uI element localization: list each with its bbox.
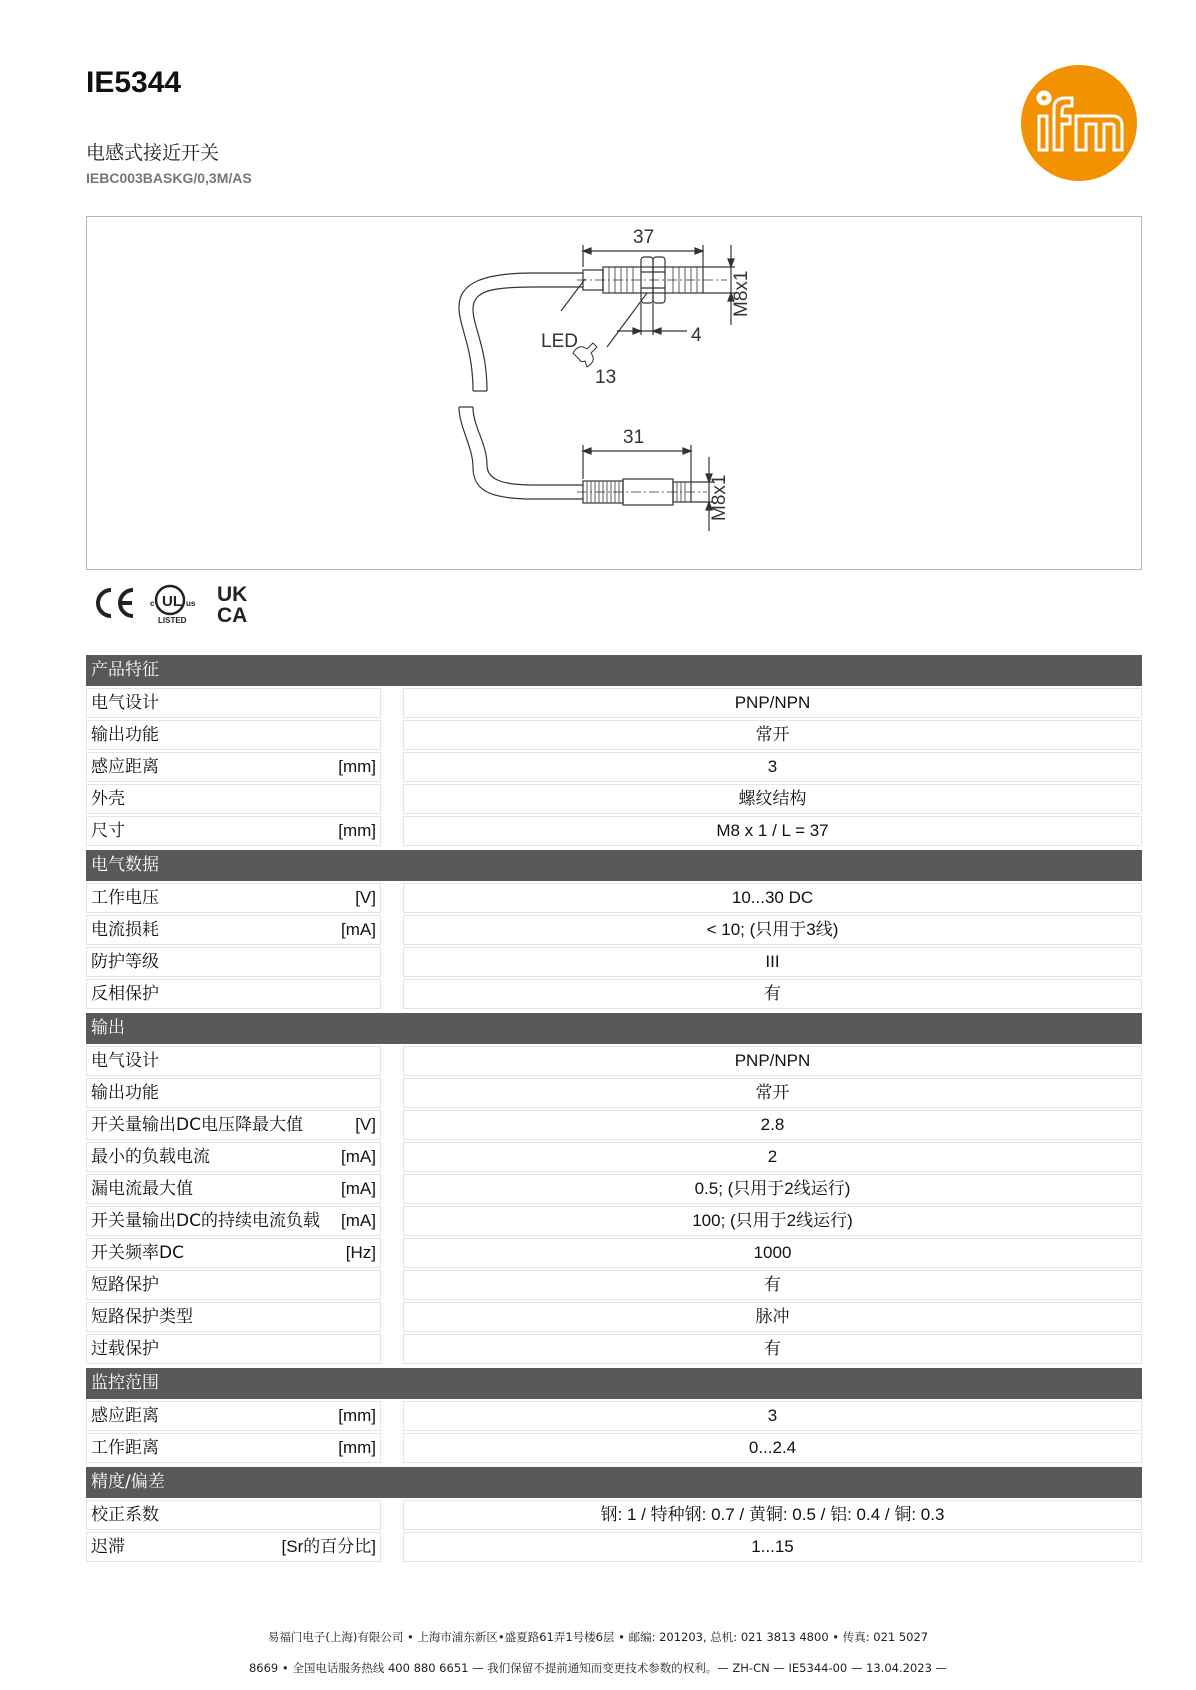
- spec-unit: [Sr的百分比]: [281, 1537, 376, 1556]
- section-header: 精度/偏差: [86, 1467, 1142, 1498]
- spec-value: 1...15: [403, 1532, 1142, 1562]
- spec-label: 输出功能: [91, 1083, 159, 1103]
- spec-label: 漏电流最大值: [91, 1179, 193, 1199]
- spec-label-cell: [86, 720, 381, 750]
- spec-unit: [370, 951, 376, 973]
- spec-row: [86, 1206, 1142, 1236]
- spec-label-cell: [86, 1078, 381, 1108]
- spec-value: PNP/NPN: [403, 688, 1142, 718]
- spec-row: [86, 752, 1142, 782]
- spec-value: 2.8: [403, 1110, 1142, 1140]
- spec-row: [86, 1302, 1142, 1332]
- spec-value: 常开: [403, 1078, 1142, 1108]
- spec-label: 开关量输出DC的持续电流负载: [91, 1211, 320, 1231]
- spec-label-cell: [86, 1174, 381, 1204]
- spec-unit: [V]: [355, 888, 376, 907]
- section-header: 监控范围: [86, 1368, 1142, 1399]
- spec-label: 电流损耗: [91, 920, 159, 940]
- bottom-thread-label: M8x1: [709, 474, 730, 521]
- spec-label-cell: [86, 1046, 381, 1076]
- spec-value: 2: [403, 1142, 1142, 1172]
- spec-label-cell: [86, 752, 381, 782]
- svg-text:UL: UL: [162, 593, 182, 610]
- ce-mark-icon: [98, 590, 133, 616]
- spec-unit: [Hz]: [345, 1243, 376, 1262]
- spec-label-cell: [86, 915, 381, 945]
- spec-value: 1000: [403, 1238, 1142, 1268]
- ukca-mark-icon: [217, 583, 247, 626]
- spec-label-cell: [86, 1532, 381, 1562]
- spec-unit: [mm]: [338, 757, 376, 776]
- section-header: 产品特征: [86, 655, 1142, 686]
- spec-unit: [mA]: [341, 920, 376, 939]
- spec-row: [86, 1334, 1142, 1364]
- spec-value: 3: [403, 752, 1142, 782]
- spec-value: III: [403, 947, 1142, 977]
- spec-label-cell: [86, 1302, 381, 1332]
- spec-label-cell: [86, 1206, 381, 1236]
- spec-unit: [370, 1274, 376, 1296]
- spec-unit: [370, 983, 376, 1005]
- spec-row: [86, 784, 1142, 814]
- svg-text:LISTED: LISTED: [158, 616, 187, 625]
- led-label: LED: [541, 331, 578, 352]
- spec-value: 100; (只用于2线运行): [403, 1206, 1142, 1236]
- spec-label: 校正系数: [91, 1505, 159, 1525]
- ifm-logo: [1020, 64, 1138, 182]
- spec-label-cell: [86, 1238, 381, 1268]
- top-thread-label: M8x1: [731, 270, 752, 317]
- top-length-label: 37: [633, 227, 655, 248]
- spec-unit: [370, 1082, 376, 1104]
- spec-label: 电气设计: [91, 693, 159, 713]
- spec-unit: [V]: [355, 1115, 376, 1134]
- spec-row: [86, 1401, 1142, 1431]
- spec-value: 0.5; (只用于2线运行): [403, 1174, 1142, 1204]
- spec-value: 常开: [403, 720, 1142, 750]
- spec-row: [86, 947, 1142, 977]
- spec-row: [86, 688, 1142, 718]
- spec-unit: [370, 724, 376, 746]
- spec-value: 螺纹结构: [403, 784, 1142, 814]
- spec-value: M8 x 1 / L = 37: [403, 816, 1142, 846]
- spec-unit: [mm]: [338, 1438, 376, 1457]
- svg-text:CA: CA: [217, 604, 248, 626]
- offset-label: 4: [691, 325, 702, 346]
- spec-value: 脉冲: [403, 1302, 1142, 1332]
- spec-label: 防护等级: [91, 952, 159, 972]
- spec-value: < 10; (只用于3线): [403, 915, 1142, 945]
- spec-label-cell: [86, 784, 381, 814]
- footer-legal: 8669 • 全国电话服务热线 400 880 6651 — 我们保留不提前通知而变更技术参数的权利。— ZH-CN — IE5344-00 — 13.04.2023 —: [248, 1661, 948, 1675]
- spec-label: 迟滞: [91, 1537, 125, 1557]
- spec-unit: [mm]: [338, 1406, 376, 1425]
- spec-unit: [mm]: [338, 821, 376, 840]
- spec-label-cell: [86, 688, 381, 718]
- dimension-drawing: [86, 216, 1142, 570]
- spec-label-cell: [86, 816, 381, 846]
- spec-label: 工作电压: [91, 888, 159, 908]
- spec-label: 感应距离: [91, 1406, 159, 1426]
- spec-label-cell: [86, 1270, 381, 1300]
- spec-label-cell: [86, 1500, 381, 1530]
- spec-row: [86, 1532, 1142, 1562]
- spec-label: 反相保护: [91, 984, 159, 1004]
- spec-unit: [370, 692, 376, 714]
- spec-row: [86, 915, 1142, 945]
- page-title: IE5344: [86, 66, 182, 99]
- spec-row: [86, 1046, 1142, 1076]
- section-header: 电气数据: [86, 850, 1142, 881]
- spec-value: PNP/NPN: [403, 1046, 1142, 1076]
- spec-row: [86, 720, 1142, 750]
- spec-label-cell: [86, 979, 381, 1009]
- spec-label: 尺寸: [91, 821, 125, 841]
- spec-label-cell: [86, 1142, 381, 1172]
- spec-unit: [mA]: [341, 1179, 376, 1198]
- spec-value: 有: [403, 1270, 1142, 1300]
- spec-unit: [370, 1306, 376, 1328]
- spec-label: 过载保护: [91, 1339, 159, 1359]
- spec-value: 钢: 1 / 特种钢: 0.7 / 黄铜: 0.5 / 铝: 0.4 / 铜: 0.3: [403, 1500, 1142, 1530]
- spec-row: [86, 1078, 1142, 1108]
- spec-value: 有: [403, 979, 1142, 1009]
- spec-row: [86, 1142, 1142, 1172]
- spec-label-cell: [86, 1110, 381, 1140]
- spec-value: 0...2.4: [403, 1433, 1142, 1463]
- spec-label: 开关频率DC: [91, 1243, 184, 1263]
- spec-unit: [mA]: [341, 1147, 376, 1166]
- spec-row: [86, 816, 1142, 846]
- spec-label-cell: [86, 1334, 381, 1364]
- spec-label: 感应距离: [91, 757, 159, 777]
- approval-marks: [92, 580, 262, 626]
- spec-row: [86, 1433, 1142, 1463]
- svg-text:UK: UK: [217, 583, 248, 606]
- spec-label-cell: [86, 947, 381, 977]
- spec-row: [86, 1110, 1142, 1140]
- spec-label: 电气设计: [91, 1051, 159, 1071]
- product-code: IEBC003BASKG/0,3M/AS: [86, 170, 252, 186]
- spec-row: [86, 1174, 1142, 1204]
- spec-row: [86, 1500, 1142, 1530]
- spec-row: [86, 883, 1142, 913]
- spec-table: [86, 655, 1142, 1562]
- wrench-size-label: 13: [595, 367, 617, 388]
- spec-label-cell: [86, 883, 381, 913]
- culus-mark-icon: [150, 586, 196, 625]
- spec-row: [86, 979, 1142, 1009]
- spec-unit: [370, 1050, 376, 1072]
- spec-unit: [370, 1338, 376, 1360]
- footer-address: 易福门电子(上海)有限公司 • 上海市浦东新区•盛夏路61弄1号楼6层 • 邮编: 201203, 总机: 021 3813 4800 • 传真: 021 5027: [267, 1630, 929, 1644]
- spec-label: 最小的负载电流: [91, 1147, 210, 1167]
- bottom-length-label: 31: [623, 427, 645, 448]
- svg-text:c: c: [150, 599, 155, 608]
- svg-text:us: us: [186, 599, 196, 608]
- spec-value: 有: [403, 1334, 1142, 1364]
- spec-value: 10...30 DC: [403, 883, 1142, 913]
- spec-label: 外壳: [91, 789, 125, 809]
- spec-unit: [mA]: [341, 1211, 376, 1230]
- spec-unit: [370, 1504, 376, 1526]
- section-header: 输出: [86, 1013, 1142, 1044]
- spec-label: 工作距离: [91, 1438, 159, 1458]
- spec-row: [86, 1238, 1142, 1268]
- spec-label: 输出功能: [91, 725, 159, 745]
- spec-label-cell: [86, 1433, 381, 1463]
- spec-label: 开关量输出DC电压降最大值: [91, 1115, 303, 1135]
- spec-label: 短路保护类型: [91, 1307, 193, 1327]
- spec-value: 3: [403, 1401, 1142, 1431]
- spec-unit: [370, 788, 376, 810]
- product-type: 电感式接近开关: [86, 142, 220, 164]
- spec-row: [86, 1270, 1142, 1300]
- spec-label: 短路保护: [91, 1275, 159, 1295]
- spec-label-cell: [86, 1401, 381, 1431]
